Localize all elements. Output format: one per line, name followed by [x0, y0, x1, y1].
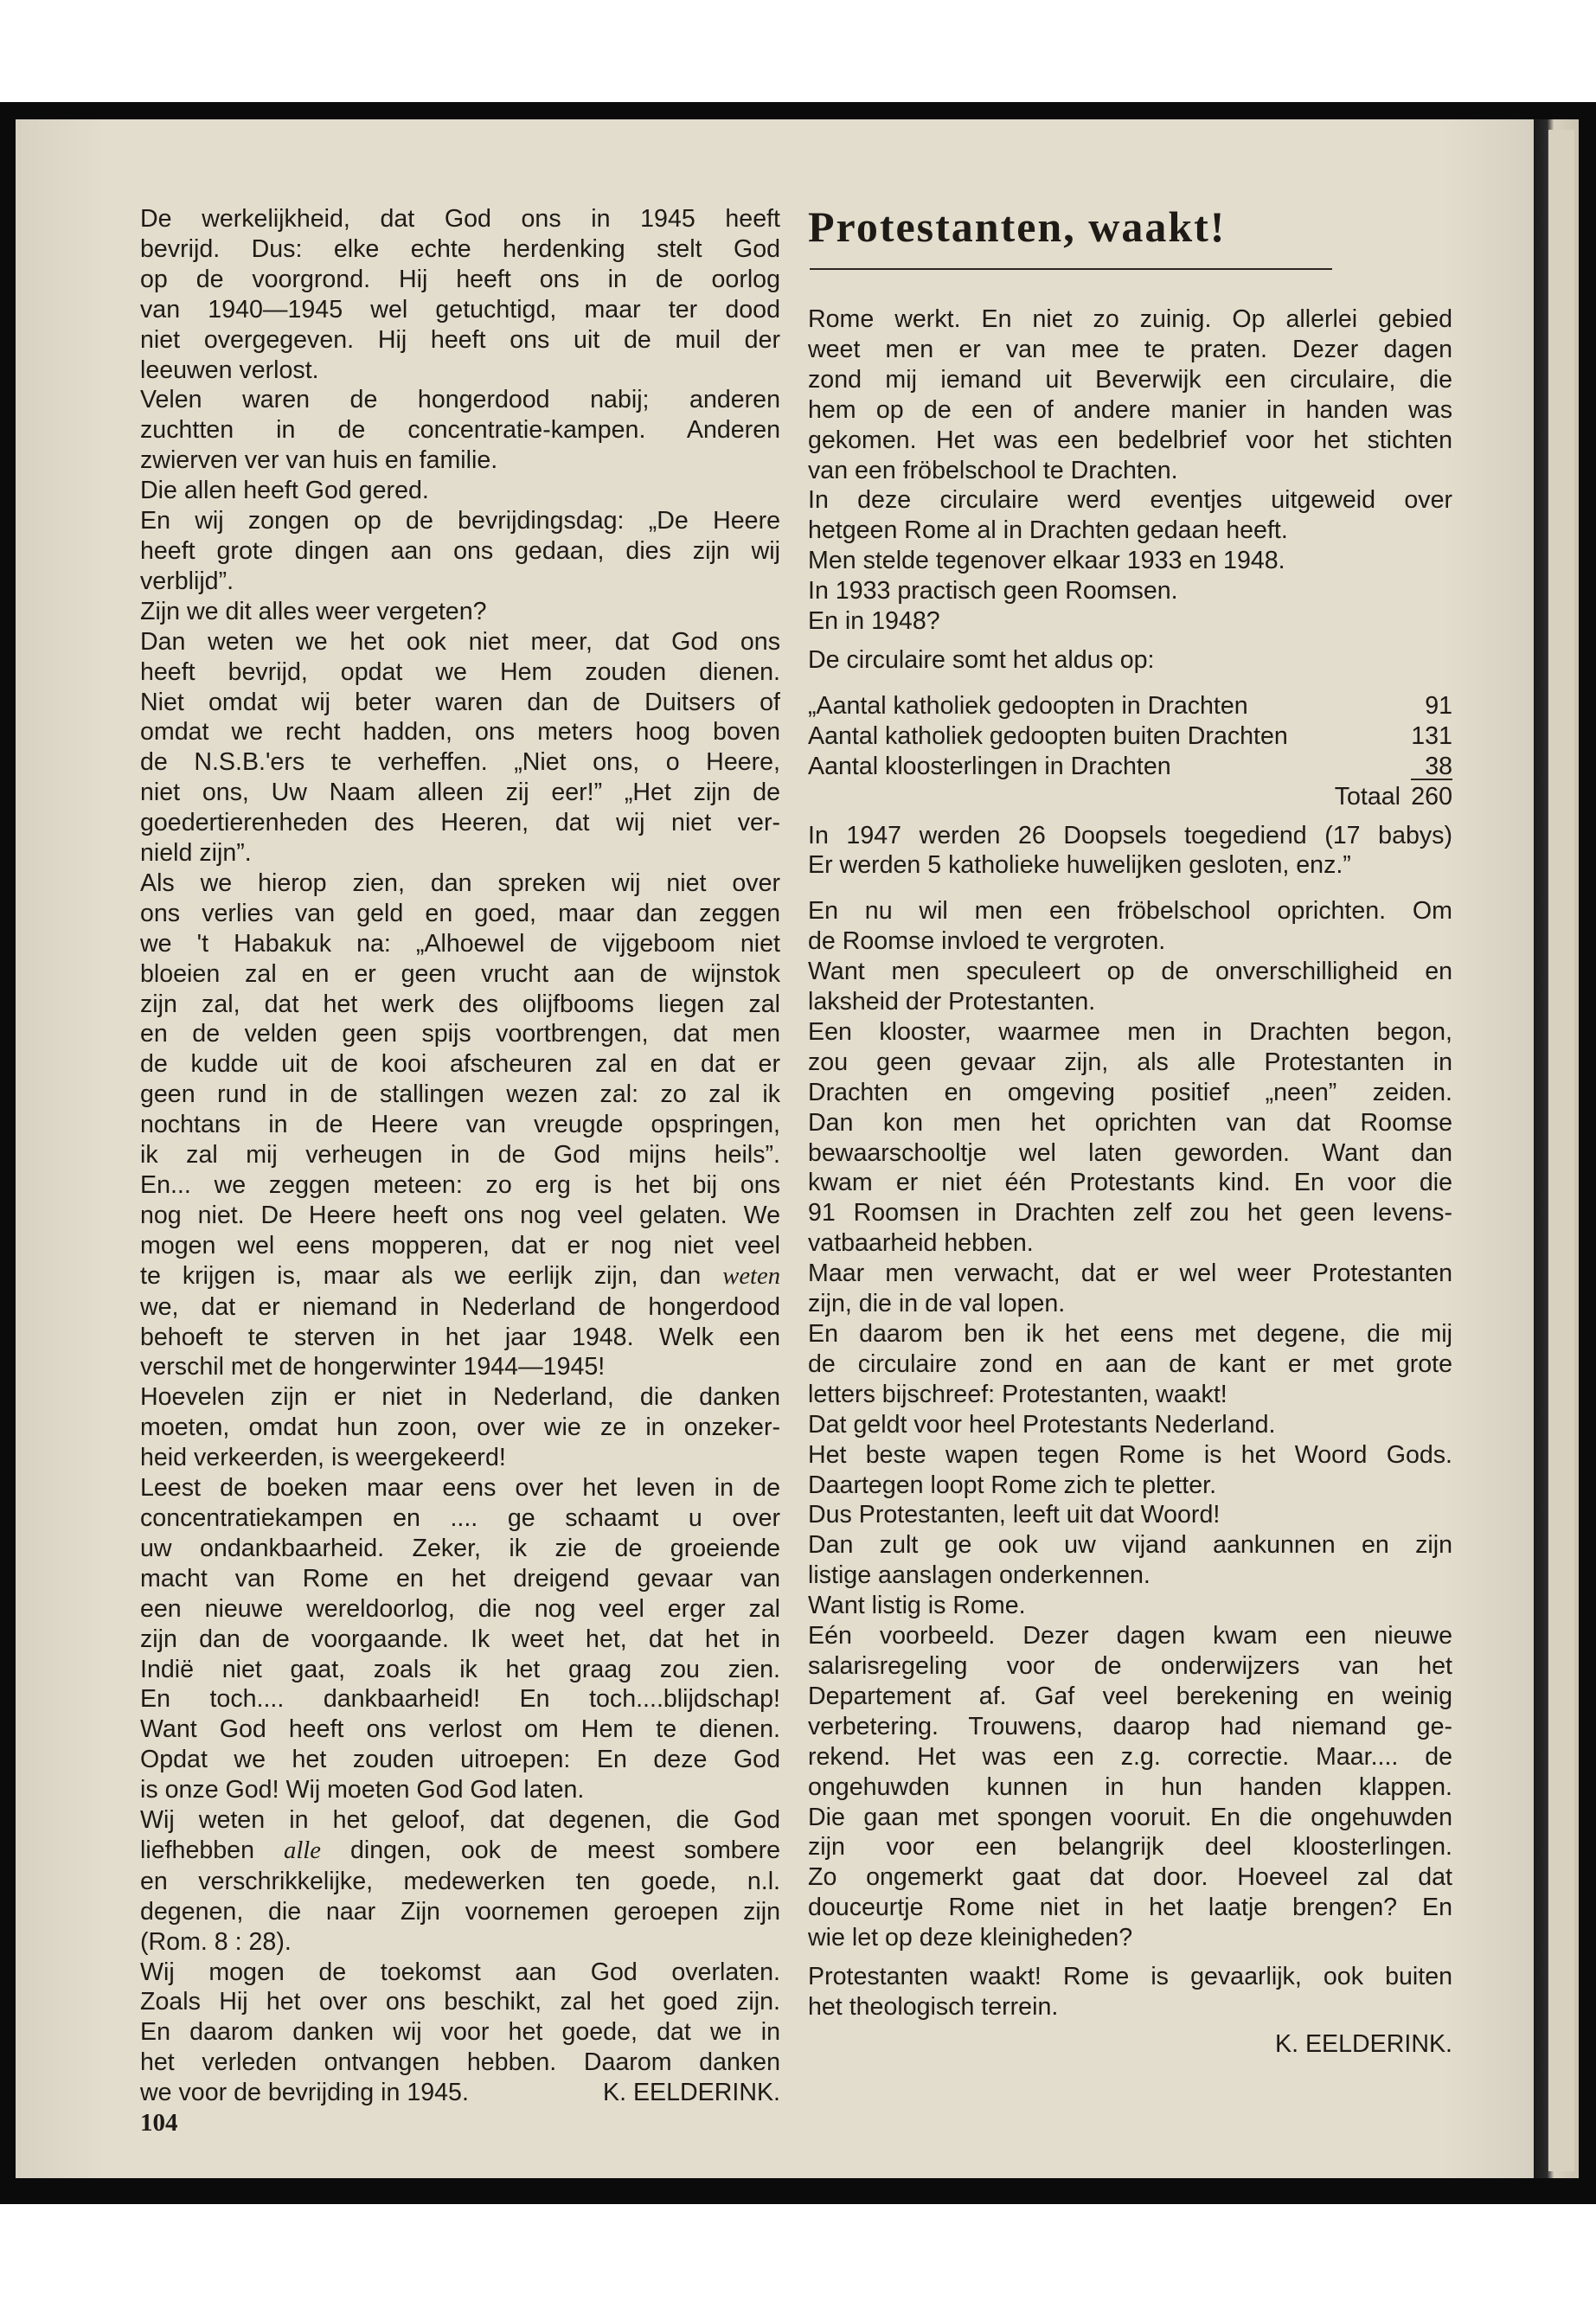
text-line: Dan kon men het oprichten van dat Roomse [808, 1108, 1452, 1137]
text-line: gekomen. Het was een bedelbrief voor het stichten [808, 426, 1452, 454]
text-line: letters bijschreef: Protestanten, waakt! [808, 1380, 1227, 1408]
text-line: uw ondankbaarheid. Zeker, ik zie de groeiende [140, 1534, 780, 1562]
text-fragment: dingen, ook de meest sombere [349, 1836, 781, 1864]
text-line: het theologisch terrein. [808, 1992, 1059, 2021]
text-line: heeft grote dingen aan ons gedaan, dies zijn wij [140, 536, 780, 565]
text-line: Het beste wapen tegen Rome is het Woord Gods. [808, 1440, 1452, 1469]
text-line: Die allen heeft God gered. [140, 477, 429, 505]
text-line: Want listig is Rome. [808, 1592, 1026, 1620]
text-line: douceurtje Rome niet in het laatje brengen? En [808, 1894, 1452, 1922]
text-fragment: liefhebben [140, 1836, 254, 1864]
text-line: we 't Habakuk na: „Alhoewel de vijgeboom niet [140, 929, 780, 958]
text-line: mogen wel eens mopperen, dat er nog niet veel [140, 1231, 780, 1259]
text-line: wie let op deze kleinigheden? [808, 1924, 1133, 1952]
text-line: En toch.... dankbaarheid! En toch....blijdschap! [140, 1685, 780, 1714]
stat-row [808, 752, 1452, 782]
text-line: degenen, die naar Zijn voornemen geroepen zijn [140, 1897, 780, 1926]
text-line: zijn dan de voorgaande. Ik weet het, dat het in [140, 1625, 780, 1653]
text-line: salarisregeling voor de onderwijzers van het [808, 1651, 1452, 1680]
text-line [140, 1261, 780, 1292]
text-line: concentratiekampen en .... ge schaamt u over [140, 1503, 780, 1532]
text-line: zijn zal, dat het werk des olijfbooms liegen zal [140, 990, 780, 1018]
total-value: 260 [1411, 782, 1452, 811]
stat-label: Aantal katholiek gedoopten buiten Drachten [808, 721, 1288, 750]
text-line: Opdat we het zouden uitroepen: En deze God [140, 1746, 780, 1774]
text-line: Velen waren de hongerdood nabij; anderen [140, 386, 780, 414]
text-line: In 1933 practisch geen Roomsen. [808, 577, 1178, 606]
text-line: listige aanslagen onderkennen. [808, 1561, 1151, 1590]
text-line: omdat we recht hadden, ons meters hoog boven [140, 718, 780, 747]
text-line: Maar men verwacht, dat er wel weer Protestanten [808, 1259, 1452, 1288]
text-line: verschil met de hongerwinter 1944—1945! [140, 1353, 606, 1381]
text-line: zijn voor een belangrijk deel kloosterlingen. [808, 1833, 1452, 1862]
text-line: heid verkeerden, is weergekeerd! [140, 1444, 506, 1472]
article-title: Protestanten, waakt! [808, 202, 1227, 251]
text-line: macht van Rome en het dreigend gevaar van [140, 1564, 780, 1593]
text-line: het verleden ontvangen hebben. Daarom danken [140, 2048, 780, 2077]
text-line [140, 1836, 780, 1867]
text-line: In deze circulaire werd eventjes uitgeweid over [808, 486, 1452, 515]
text-line: Wij mogen de toekomst aan God overlaten. [140, 1958, 780, 1986]
text-line: Drachten en omgeving positief „neen” zeiden. [808, 1078, 1452, 1106]
text-line: Zijn we dit alles weer vergeten? [140, 597, 487, 625]
text-line: zuchtten in de concentratie-kampen. Anderen [140, 416, 780, 445]
text-line: Want God heeft ons verlost om Hem te dienen. [140, 1715, 780, 1744]
author-signature: K. EELDERINK. [1275, 2029, 1452, 2058]
text-line: Zoals Hij het over ons beschikt, zal het goed zijn. [140, 1988, 780, 2016]
text-line-signed [140, 2078, 780, 2108]
title-underline [810, 268, 1332, 270]
text-line: verbetering. Trouwens, daarop had niemand ge- [808, 1712, 1452, 1740]
stat-row [808, 721, 1452, 752]
text-line: Zo ongemerkt gaat dat door. Hoeveel zal dat [808, 1863, 1452, 1892]
text-line: de kudde uit de kooi afscheuren zal en dat er [140, 1050, 780, 1079]
text-line: En... we zeggen meteen: zo erg is het bij ons [140, 1171, 780, 1199]
text-line: (Rom. 8 : 28). [140, 1927, 292, 1956]
text-line: De werkelijkheid, dat God ons in 1945 heeft [140, 205, 780, 233]
text-line: bewaarschooltje wel laten geworden. Want dan [808, 1138, 1452, 1167]
text-line: hem op de een of andere manier in handen was [808, 395, 1452, 424]
text-line: de N.S.B.'ers te verheffen. „Niet ons, o Heere, [140, 748, 780, 777]
text-line: En daarom ben ik het eens met degene, die mij [808, 1320, 1452, 1348]
text-line: de Roomse invloed te vergroten. [808, 927, 1166, 956]
text-line: En nu wil men een fröbelschool oprichten. Om [808, 897, 1452, 926]
text-line: de circulaire zond en aan de kant er met grote [808, 1349, 1452, 1378]
text-fragment: te krijgen is, maar als we eerlijk zijn, dan [140, 1261, 702, 1290]
text-line: En daarom danken wij voor het goede, dat we in [140, 2018, 780, 2047]
text-line: Departement af. Gaf veel berekening en weinig [808, 1682, 1452, 1710]
text-line: zond mij iemand uit Beverwijk een circulaire, die [808, 365, 1452, 394]
text-line: Dan zult ge ook uw vijand aankunnen en zijn [808, 1531, 1452, 1560]
text-line: we, dat er niemand in Nederland de hongerdood [140, 1292, 780, 1321]
text-line: nield zijn”. [140, 839, 252, 868]
text-line: Als we hierop zien, dan spreken wij niet over [140, 868, 780, 897]
stat-label: Aantal kloosterlingen in Drachten [808, 752, 1171, 780]
text-fragment: we voor de bevrijding in 1945. [140, 2079, 469, 2107]
stat-value: 131 [1411, 721, 1452, 750]
text-line: Dus Protestanten, leeft uit dat Woord! [808, 1501, 1221, 1529]
text-line: Niet omdat wij beter waren dan de Duitsers of [140, 688, 780, 716]
text-line: vatbaarheid hebben. [808, 1229, 1034, 1258]
text-line: ongehuwden kunnen in hun handen klappen. [808, 1772, 1452, 1801]
text-line: Men stelde tegenover elkaar 1933 en 1948. [808, 547, 1285, 575]
text-line: op de voorgrond. Hij heeft ons in de oorlog [140, 265, 780, 293]
text-line: Eén voorbeeld. Dezer dagen kwam een nieuwe [808, 1622, 1452, 1650]
text-line: weet men er van mee te praten. Dezer dagen [808, 335, 1452, 363]
text-line: hetgeen Rome al in Drachten gedaan heeft. [808, 516, 1288, 545]
text-line: bevrijd. Dus: elke echte herdenking stelt God [140, 234, 780, 263]
text-line: Indië niet gaat, zoals ik het graag zou zien. [140, 1655, 780, 1683]
text-line: Er werden 5 katholieke huwelijken gesloten, enz.” [808, 851, 1351, 880]
text-line: van een fröbelschool te Drachten. [808, 456, 1178, 484]
text-line: De circulaire somt het aldus op: [808, 645, 1155, 674]
text-line: zou geen gevaar zijn, als alle Protestanten in [808, 1048, 1452, 1076]
text-line: rekend. Het was een z.g. correctie. Maar.... de [808, 1742, 1452, 1771]
text-line: kwam er niet één Protestants kind. En voor die [808, 1169, 1452, 1197]
text-line: Die gaan met spongen vooruit. En die ongehuwden [808, 1803, 1452, 1831]
text-line: zijn, die in de val lopen. [808, 1290, 1066, 1318]
text-line: niet overgegeven. Hij heeft ons uit de muil der [140, 325, 780, 354]
text-line: behoeft te sterven in het jaar 1948. Welk een [140, 1323, 780, 1351]
text-line: is onze God! Wij moeten God God laten. [140, 1776, 585, 1804]
text-line: En in 1948? [808, 607, 940, 636]
text-line: en de velden geen spijs voortbrengen, dat men [140, 1020, 780, 1048]
text-line: Een klooster, waarmee men in Drachten begon, [808, 1017, 1452, 1046]
text-line: zwierven ver van huis en familie. [140, 446, 498, 475]
stat-value: 38 [1425, 752, 1452, 780]
author-signature: K. EELDERINK. [603, 2079, 780, 2107]
italic-word: alle [284, 1836, 321, 1864]
text-line: goedertierenheden des Heeren, dat wij niet ver- [140, 809, 780, 837]
text-line: heeft bevrijd, opdat we Hem zouden dienen. [140, 657, 780, 686]
text-line: Leest de boeken maar eens over het leven in de [140, 1474, 780, 1503]
text-line: Protestanten waakt! Rome is gevaarlijk, ook buiten [808, 1963, 1452, 1991]
text-line: leeuwen verlost. [140, 356, 319, 384]
left-column [140, 204, 780, 2138]
stat-label: „Aantal katholiek gedoopten in Drachten [808, 691, 1248, 720]
text-line: nochtans in de Heere van vreugde opspringen, [140, 1111, 780, 1139]
stat-value: 91 [1425, 691, 1452, 720]
text-line: En wij zongen op de bevrijdingsdag: „De Heere [140, 507, 780, 535]
text-line: laksheid der Protestanten. [808, 988, 1096, 1016]
text-line: Hoevelen zijn er niet in Nederland, die danken [140, 1383, 780, 1412]
text-line: In 1947 werden 26 Doopsels toegediend (17 babys) [808, 821, 1452, 849]
italic-word: weten [722, 1262, 780, 1290]
text-line: Rome werkt. En niet zo zuinig. Op allerlei gebied [808, 305, 1452, 333]
text-line: bloeien zal en er geen vrucht aan de wijnstok [140, 959, 780, 988]
text-line: geen rund in de stallingen wezen zal: zo zal ik [140, 1080, 780, 1109]
text-line: Dat geldt voor heel Protestants Nederland. [808, 1410, 1276, 1439]
text-line: 91 Roomsen in Drachten zelf zou het geen levens- [808, 1199, 1452, 1227]
total-row [808, 782, 1452, 812]
text-line: Wij weten in het geloof, dat degenen, die God [140, 1806, 780, 1835]
right-column [808, 304, 1452, 2060]
text-line: Want men speculeert op de onverschilligheid en [808, 958, 1452, 986]
adjacent-page-strip [1548, 130, 1574, 2171]
text-line: niet ons, Uw Naam alleen zij eer!” „Het zijn de [140, 779, 780, 807]
total-label: Totaal [1334, 782, 1401, 811]
text-line: nog niet. De Heere heeft ons nog veel gelaten. We [140, 1201, 780, 1229]
text-line: Dan weten we het ook niet meer, dat God ons [140, 627, 780, 656]
text-line: en verschrikkelijke, medewerken ten goede, n.l. [140, 1867, 780, 1895]
text-line: moeten, omdat hun zoon, over wie ze in onzeker- [140, 1413, 780, 1442]
text-line: ons verlies van geld en goed, maar dan zeggen [140, 899, 780, 927]
stat-row [808, 691, 1452, 721]
text-line: van 1940—1945 wel getuchtigd, maar ter dood [140, 295, 780, 324]
text-line: ik zal mij verheugen in de God mijns heils”. [140, 1141, 780, 1170]
text-line: verblijd”. [140, 567, 234, 595]
text-line: Daartegen loopt Rome zich te pletter. [808, 1471, 1217, 1499]
page-number: 104 [140, 2109, 178, 2138]
text-line: een nieuwe wereldoorlog, die nog veel erger zal [140, 1594, 780, 1623]
